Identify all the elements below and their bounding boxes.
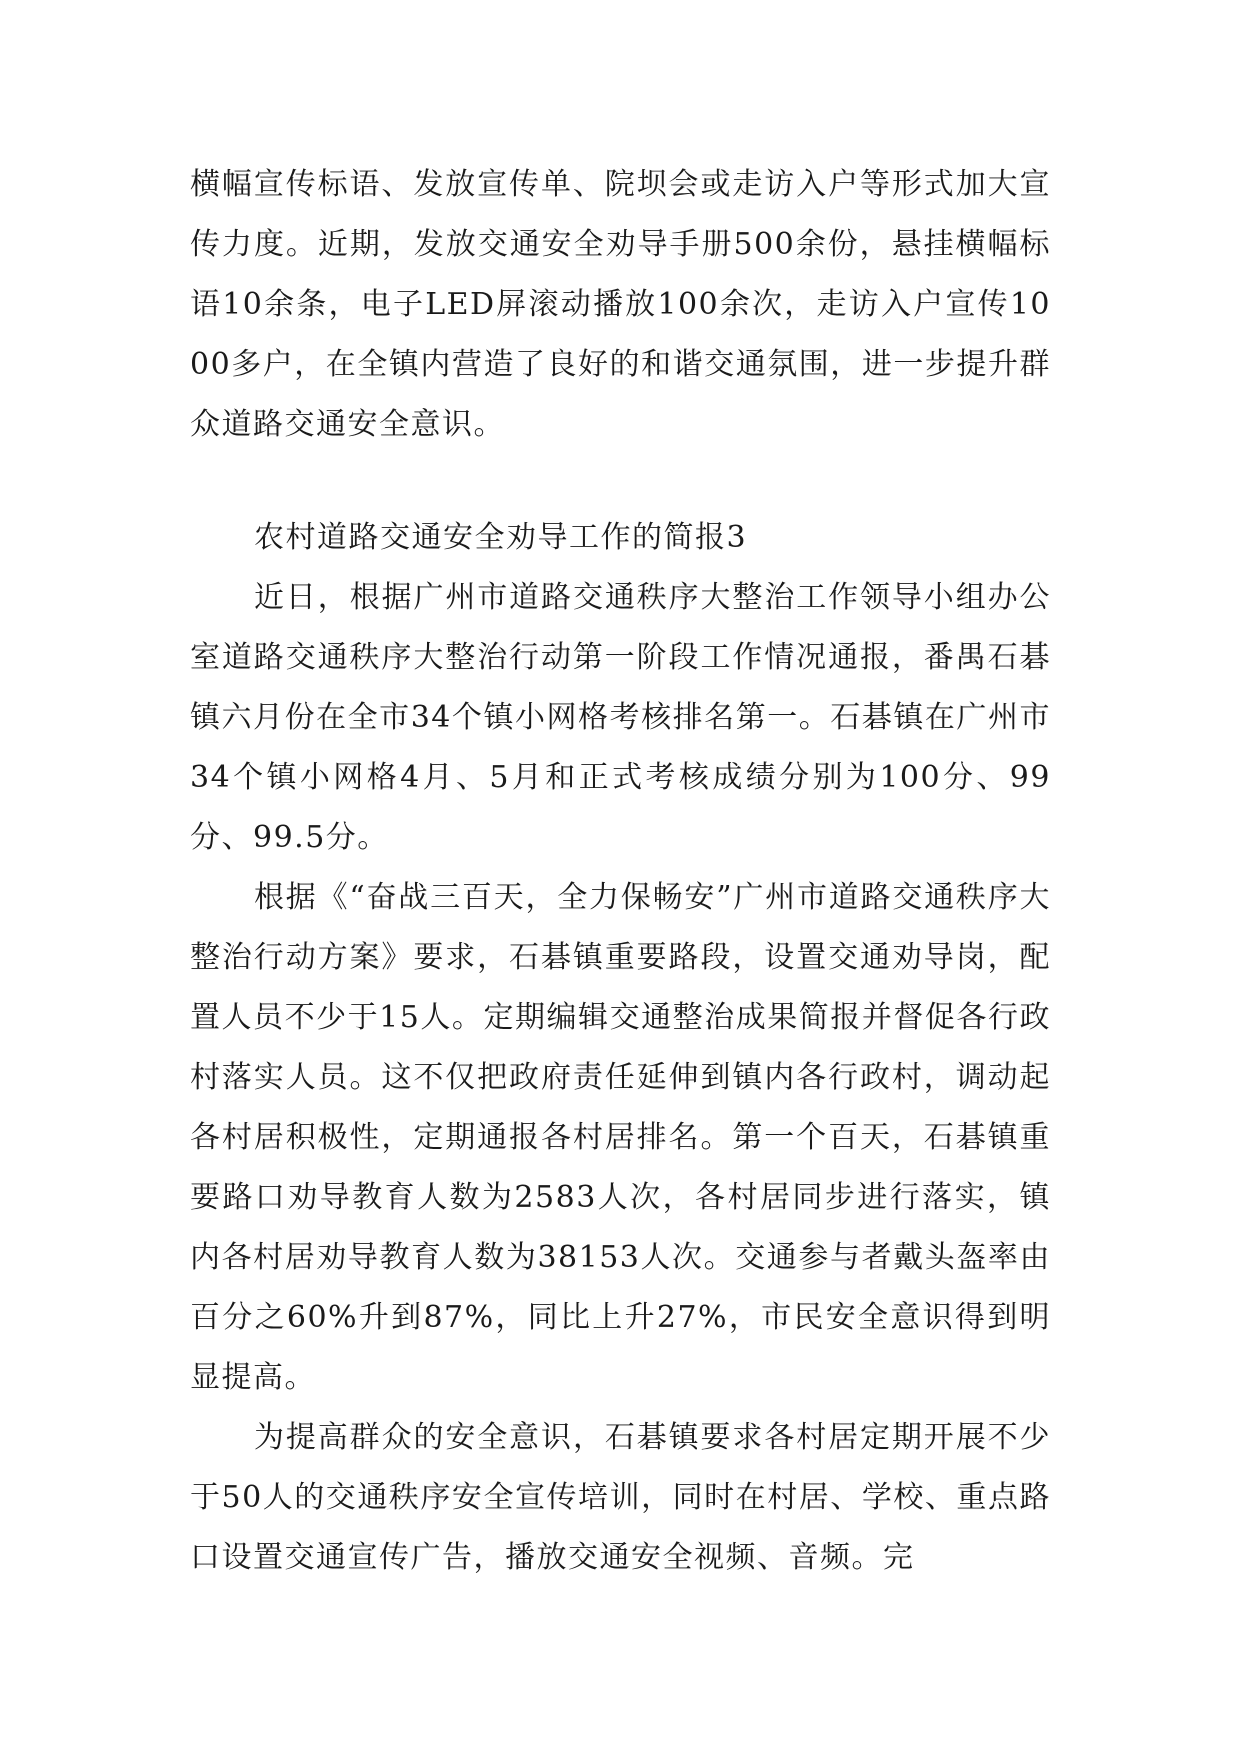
intro-section (190, 155, 1051, 455)
body-paragraph: 为提高群众的安全意识，石碁镇要求各村居定期开展不少于50人的交通秩序安全宣传培训，同时在村居、学校、重点路口设置交通宣传广告，播放交通安全视频、音频。完 (190, 1420, 1051, 1575)
intro-paragraph: 横幅宣传标语、发放宣传单、院坝会或走访入户等形式加大宣传力度。近期，发放交通安全劝导手册500余份，悬挂横幅标语10余条，电子LED屏滚动播放100余次，走访入户宣传1000多户，在全镇内营造了良好的和谐交通氛围，进一步提升群众道路交通安全意识。 (190, 167, 1051, 442)
report-section (190, 508, 1051, 1588)
section-title: 农村道路交通安全劝导工作的简报3 (254, 520, 748, 555)
body-paragraph: 近日，根据广州市道路交通秩序大整治工作领导小组办公室道路交通秩序大整治行动第一阶段工作情况通报，番禺石碁镇六月份在全市34个镇小网格考核排名第一。石碁镇在广州市34个镇小网格4月、5月和正式考核成绩分别为100分、99分、99.5分。 (190, 580, 1051, 855)
body-paragraph: 根据《“奋战三百天，全力保畅安”广州市道路交通秩序大整治行动方案》要求，石碁镇重要路段，设置交通劝导岗，配置人员不少于15人。定期编辑交通整治成果简报并督促各行政村落实人员。这不仅把政府责任延伸到镇内各行政村，调动起各村居积极性，定期通报各村居排名。第一个百天，石碁镇重要路口劝导教育人数为2583人次，各村居同步进行落实，镇内各村居劝导教育人数为38153人次。交通参与者戴头盔率由百分之60%升到87%，同比上升27%，市民安全意识得到明显提高。 (190, 880, 1051, 1395)
